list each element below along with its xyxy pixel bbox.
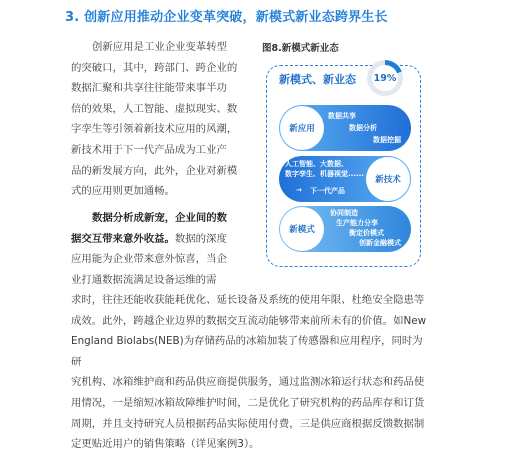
band-text: 数据分析 — [349, 124, 377, 132]
band-text: 衡定价模式 — [349, 229, 384, 237]
text-line: 成效。此外，跨越企业边界的数据交互流动能够带来前所未有的价值。如New — [71, 314, 427, 327]
band-text: 数据共享 — [328, 112, 356, 120]
circle-new-model: 新模式 — [280, 207, 324, 251]
band-text: 生产能力分享 — [336, 219, 378, 227]
paragraph-data-analysis — [71, 208, 239, 290]
figure-label: 新模式、新业态 — [279, 73, 356, 86]
text-line: 创新应用是工业企业变革转型 — [92, 41, 228, 53]
text-line: England Biolabs(NEB)为存储药品的冰箱加装了传感器和应用程序，同时为研 — [71, 335, 423, 368]
text-line: 究机构、冰箱维护商和药品供应商提供服务，通过监测冰箱运行状态和药品使 — [71, 376, 425, 389]
text-line: 的突破口，其中，跨部门、跨企业的 — [71, 61, 238, 74]
figure-title: 图8.新模式新业态 — [262, 43, 339, 54]
arrow-icon: → — [296, 186, 302, 194]
paragraph-innovation — [71, 37, 239, 202]
text-line: 字孪生等引领着新技术应用的风潮， — [71, 123, 238, 136]
text-line: 式的应用则更加通畅。 — [71, 185, 175, 198]
text-line: 求时，往往还能收获能耗优化、延长设备及系统的使用年限、杜绝安全隐患等 — [71, 294, 425, 306]
text-line: 周期，并且支持研究人员根据药品实际使用付费，三是供应商根据反馈数据制 — [71, 417, 425, 430]
circle-new-application: 新应用 — [280, 106, 324, 150]
text-line: 品的新发展方向，此外，企业对新模 — [71, 164, 238, 177]
text-line: 用情况，一是缩短冰箱故障维护时间，二是优化了研究机构的药品库存和订货 — [71, 396, 425, 409]
paragraph-neb-case — [71, 290, 431, 455]
text-line: 数据汇聚和共享往往能带来事半功 — [71, 82, 227, 95]
band-text: 数据挖掘 — [373, 136, 401, 144]
percent-value: 19% — [372, 65, 398, 91]
section-heading: 3. 创新应用推动企业变革突破，新模式新业态跨界生长 — [65, 10, 388, 25]
text-line: 应用能为企业带来意外惊喜，当企 — [71, 253, 227, 266]
text-line: 业打通数据流满足设备运维的需 — [71, 273, 217, 286]
percent-ring — [367, 60, 403, 96]
text-line: 定更贴近用户的销售策略（详见案例3）。 — [71, 438, 260, 451]
band-text: 人工智能、大数据、 — [285, 160, 348, 168]
bold-lead: 据交互带来意外收益。 — [71, 232, 175, 245]
circle-new-technology: 新技术 — [366, 157, 410, 201]
text-line: 数据的深度 — [174, 232, 227, 245]
band-text: 创新金融模式 — [359, 239, 401, 247]
band-text: 协同制造 — [330, 209, 358, 217]
bold-lead: 数据分析成新宠，企业间的数 — [92, 212, 228, 224]
band-text: 数字孪生、机器视觉...... — [285, 170, 364, 178]
text-line: 倍的效果，人工智能、虚拟现实、数 — [71, 102, 238, 115]
band-text: 下一代产品 — [310, 187, 345, 195]
text-line: 新技术用于下一代产品成为工业产 — [71, 143, 227, 156]
